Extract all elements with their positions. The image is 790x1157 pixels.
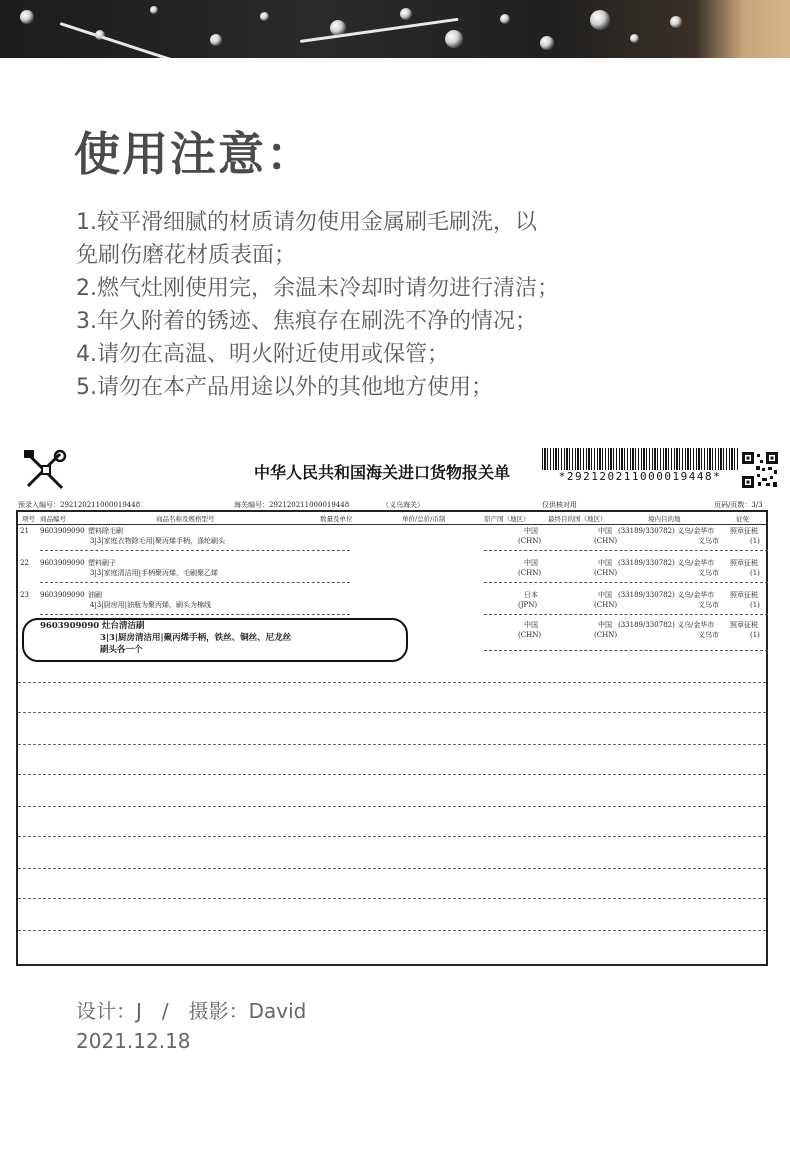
note-line: 5.请勿在本产品用途以外的其他地方使用； [76,375,493,400]
form-title: 中华人民共和国海关进口货物报关单 [254,463,511,482]
water-drop [330,20,346,36]
blank-row-line [18,930,766,931]
commodity-code: 9603909090 [40,591,85,599]
blank-row-line [18,774,766,775]
domestic-destination: (33189/330782) 义乌/金华市 [618,621,715,629]
water-drop [260,12,269,21]
water-drop [210,34,222,46]
levy-code: (1) [750,569,760,577]
note-line: 免刷伤磨花材质表面； [76,243,297,268]
header-divider [18,524,766,525]
commodity-code: 9603909090 [40,621,100,631]
origin-code: (JPN) [518,601,538,609]
goods-table [16,510,768,966]
blank-row-line [18,712,766,713]
row-divider [484,550,768,551]
domestic-destination-city: 义乌市 [698,631,719,639]
domestic-destination: (33189/330782) 义乌/金华市 [618,559,715,567]
customs-office: （义乌海关） [382,501,424,509]
blank-row-line [18,682,766,683]
levy-mode: 照章征税 [730,591,758,599]
domestic-destination-city: 义乌市 [698,601,719,609]
commodity-name: 塑料除毛刷 [88,527,123,535]
qr-code-icon [742,452,778,488]
highlight-circle [22,618,408,662]
water-drop [630,34,639,43]
destination-country: 中国 [598,527,612,535]
customs-number: 海关编号：292120211000019448 [234,501,350,509]
blank-row-line [18,868,766,869]
item-no: 21 [20,527,29,535]
row-divider [484,582,768,583]
commodity-name: 油刷 [88,591,102,599]
row-divider [40,550,350,551]
levy-mode: 照章征税 [730,527,758,535]
commodity-code: 9603909090 [40,527,85,535]
credits-designer-photographer: 设计：J / 摄影：David [76,999,307,1023]
commodity-code: 9603909090 [40,559,85,567]
item-no: 23 [20,591,29,599]
commodity-name: 塑料刷子 [88,559,116,567]
commodity-spec: 3|3|厨房清洁用|聚丙烯手柄，铁丝、铜丝、尼龙丝 [100,633,292,643]
destination-code: (CHN) [594,537,618,545]
pre-entry-number: 预录入编号：292120211000019448 [18,501,141,509]
destination-code: (CHN) [594,601,618,609]
col-header: 原产国（地区） [484,515,530,523]
water-streak [300,18,459,43]
usage-notes [76,206,636,404]
col-header: 境内目的地 [648,515,681,523]
destination-country: 中国 [598,621,612,629]
origin-country: 中国 [524,559,538,567]
water-drop [95,30,105,40]
blank-row-line [18,898,766,899]
origin-code: (CHN) [518,569,542,577]
commodity-name: 灶台清洁刷 [102,621,145,631]
origin-country: 中国 [524,527,538,535]
credits-date: 2021.12.18 [76,1029,191,1053]
col-header: 征免 [736,515,749,523]
note-line: 3.年久附着的锈迹、焦痕存在刷洗不净的情况； [76,309,537,334]
levy-mode: 照章征税 [730,621,758,629]
blank-row-line [18,744,766,745]
top-photo-strip [0,0,790,58]
origin-country: 中国 [524,621,538,629]
domestic-destination-city: 义乌市 [698,569,719,577]
commodity-spec-cont: 刷头各一个 [100,645,143,655]
water-drop [20,10,34,24]
col-header: 最终目的国（地区） [548,515,607,523]
page-number: 页码/页数：3/3 [714,501,763,509]
credits [76,996,306,1056]
note-line: 4.请勿在高温、明火附近使用或保管； [76,342,449,367]
domestic-destination-city: 义乌市 [698,537,719,545]
domestic-destination: (33189/330782) 义乌/金华市 [618,591,715,599]
origin-code: (CHN) [518,537,542,545]
col-header: 项号 [22,515,35,523]
commodity-spec: 3|3|家庭衣物除毛用|聚丙烯手柄，涤纶刷头 [90,537,225,545]
blank-row-line [18,806,766,807]
destination-country: 中国 [598,559,612,567]
item-no: 22 [20,559,29,567]
row-divider [40,582,350,583]
destination-code: (CHN) [594,631,618,639]
section-title: 使用注意： [74,127,314,181]
barcode [542,448,738,470]
destination-code: (CHN) [594,569,618,577]
origin-country: 日本 [524,591,538,599]
destination-country: 中国 [598,591,612,599]
verify-note: 仅供核对用 [542,501,577,509]
water-drop [445,30,463,48]
water-drop [590,10,610,30]
levy-code: (1) [750,537,760,545]
water-drop [150,6,158,14]
levy-code: (1) [750,601,760,609]
levy-code: (1) [750,631,760,639]
origin-code: (CHN) [518,631,542,639]
row-divider [40,614,350,615]
customs-emblem-icon [22,448,68,492]
water-drop [500,14,510,24]
note-line: 1.较平滑细腻的材质请勿使用金属刷毛刷洗，以 [76,210,537,235]
water-streak [60,22,175,58]
water-drop [400,8,412,20]
blank-row-line [18,836,766,837]
row-divider [484,614,768,615]
commodity-spec: 3|3|家庭清洁用|手柄聚丙烯，毛刷聚乙烯 [90,569,218,577]
barcode-text: *292120211000019448* [558,470,722,483]
col-header: 单价/总价/币制 [402,515,446,523]
customs-declaration-form [14,438,776,968]
note-line: 2.燃气灶刚使用完，余温未冷却时请勿进行清洁； [76,276,559,301]
col-header: 商品名称及规格型号 [156,515,215,523]
col-header: 商品编号 [40,515,66,523]
water-drop [670,16,682,28]
levy-mode: 照章征税 [730,559,758,567]
row-divider [484,650,768,651]
domestic-destination: (33189/330782) 义乌/金华市 [618,527,715,535]
col-header: 数量及单位 [320,515,353,523]
commodity-spec: 4|3|厨房用|油瓶为聚丙烯，刷头为棉线 [90,601,211,609]
water-drop [540,36,554,50]
